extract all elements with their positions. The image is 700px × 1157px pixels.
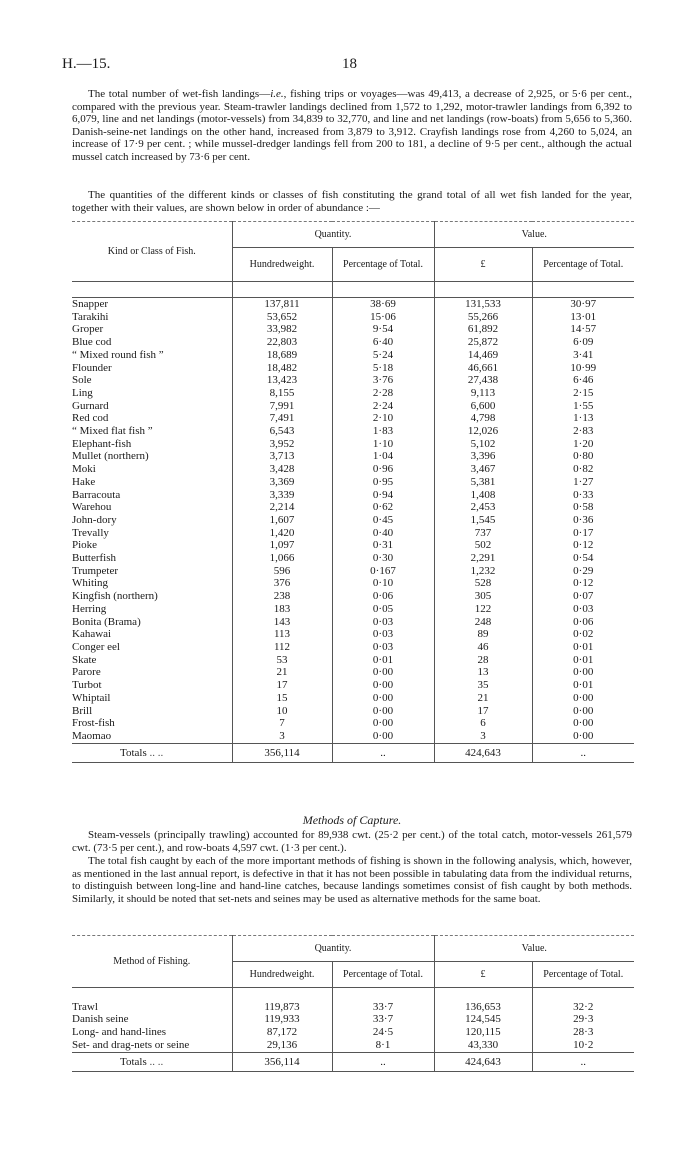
row-name: Gurnard	[72, 399, 109, 412]
row-name: Red cod	[72, 412, 109, 425]
species-row	[72, 336, 634, 349]
row-cwt: 238	[232, 590, 332, 603]
row-value: 5,381	[434, 476, 532, 489]
document-code: H.—15.	[62, 56, 111, 72]
row-pct: 0·03	[332, 616, 434, 629]
row-vpct: 1·20	[532, 438, 634, 451]
row-pct: 0·00	[332, 705, 434, 718]
row-value: 21	[434, 692, 532, 705]
row-vpct: 28·3	[532, 1026, 634, 1039]
species-row	[72, 374, 634, 387]
col-quantity: Quantity.	[232, 222, 434, 248]
col-vpct: Percentage of Total.	[532, 962, 634, 988]
species-row	[72, 730, 634, 743]
row-name: Brill	[72, 704, 93, 717]
row-vpct: 0·36	[532, 514, 634, 527]
species-row	[72, 412, 634, 425]
species-row	[72, 438, 634, 451]
row-cwt: 7	[232, 717, 332, 730]
row-pct: 0·94	[332, 489, 434, 502]
row-name: Trawl	[72, 1000, 98, 1013]
row-vpct: 0·00	[532, 705, 634, 718]
row-vpct: 0·12	[532, 539, 634, 552]
row-cwt: 7,991	[232, 400, 332, 413]
row-pct: 0·01	[332, 654, 434, 667]
row-cwt: 3,428	[232, 463, 332, 476]
row-vpct: 10·2	[532, 1039, 634, 1052]
row-pct: 0·00	[332, 730, 434, 743]
row-cwt: 2,214	[232, 501, 332, 514]
row-name: Trumpeter	[72, 564, 119, 577]
row-value: 43,330	[434, 1039, 532, 1052]
row-cwt: 10	[232, 705, 332, 718]
row-name: John-dory	[72, 513, 117, 526]
row-value: 61,892	[434, 323, 532, 336]
row-cwt: 119,933	[232, 1013, 332, 1026]
row-name: Ling	[72, 386, 93, 399]
species-row	[72, 463, 634, 476]
row-value: 35	[434, 679, 532, 692]
row-value: 3	[434, 730, 532, 743]
totals-pct: ..	[332, 1052, 434, 1071]
row-name: Barracouta	[72, 488, 121, 501]
row-vpct: 0·07	[532, 590, 634, 603]
species-table	[72, 221, 634, 763]
species-row	[72, 603, 634, 616]
row-value: 46,661	[434, 362, 532, 375]
row-value: 528	[434, 577, 532, 590]
method-totals-row	[72, 1052, 634, 1071]
row-vpct: 0·29	[532, 565, 634, 578]
row-vpct: 0·82	[532, 463, 634, 476]
page-number: 18	[342, 56, 357, 72]
col-vpct: Percentage of Total.	[532, 248, 634, 282]
species-row	[72, 514, 634, 527]
row-cwt: 87,172	[232, 1026, 332, 1039]
row-name: Frost-fish	[72, 717, 115, 730]
intro-paragraph-2: The quantities of the different kinds or classes of fish constituting the grand total of all wet fish landed for the year, together with their values, are shown below in order of abundance :—	[72, 189, 632, 214]
row-vpct: 0·01	[532, 654, 634, 667]
species-row	[72, 323, 634, 336]
row-name: Moki	[72, 463, 96, 476]
col-pound: £	[434, 248, 532, 282]
row-vpct: 6·09	[532, 336, 634, 349]
row-pct: 0·03	[332, 641, 434, 654]
row-vpct: 14·57	[532, 323, 634, 336]
species-row	[72, 679, 634, 692]
row-name: Bonita (Brama)	[72, 615, 141, 628]
row-value: 14,469	[434, 349, 532, 362]
species-row	[72, 616, 634, 629]
species-row	[72, 387, 634, 400]
row-value: 1,232	[434, 565, 532, 578]
row-name: Turbot	[72, 679, 102, 692]
row-pct: 33·7	[332, 1001, 434, 1014]
col-pct: Percentage of Total.	[332, 248, 434, 282]
row-pct: 15·06	[332, 311, 434, 324]
row-pct: 0·00	[332, 717, 434, 730]
row-value: 1,545	[434, 514, 532, 527]
row-name: Snapper	[72, 298, 109, 310]
row-cwt: 15	[232, 692, 332, 705]
row-cwt: 18,689	[232, 349, 332, 362]
row-name: Whiptail	[72, 691, 111, 704]
row-vpct: 0·80	[532, 450, 634, 463]
row-cwt: 21	[232, 666, 332, 679]
row-value: 131,533	[434, 298, 532, 311]
col-quantity: Quantity.	[232, 936, 434, 962]
row-name: Skate	[72, 653, 97, 666]
row-name: Conger eel	[72, 640, 120, 653]
method-row	[72, 1039, 634, 1052]
row-pct: 0·45	[332, 514, 434, 527]
species-row	[72, 400, 634, 413]
species-row	[72, 527, 634, 540]
row-pct: 0·62	[332, 501, 434, 514]
row-name: Butterfish	[72, 552, 116, 565]
row-cwt: 143	[232, 616, 332, 629]
row-cwt: 113	[232, 628, 332, 641]
row-pct: 1·10	[332, 438, 434, 451]
row-vpct: 2·83	[532, 425, 634, 438]
row-cwt: 183	[232, 603, 332, 616]
method-row	[72, 1026, 634, 1039]
row-cwt: 1,607	[232, 514, 332, 527]
row-vpct: 0·03	[532, 603, 634, 616]
col-kind: Kind or Class of Fish.	[72, 222, 232, 282]
methods-paragraph-2: The total fish caught by each of the more important methods of fishing is shown in the following analysis, which, however, as mentioned in the last annual report, is defective in that it has not been possible in tabulating data from the individual returns, to distinguish between long-line and hand-line catches, because landings sometimes consist of fish caught by both methods. Similarly, it should be noted that set-nets and seines may be used as alternative methods for the same boat.	[72, 855, 632, 905]
row-value: 28	[434, 654, 532, 667]
row-value: 13	[434, 666, 532, 679]
row-value: 124,545	[434, 1013, 532, 1026]
row-value: 25,872	[434, 336, 532, 349]
row-cwt: 137,811	[232, 298, 332, 311]
species-row	[72, 692, 634, 705]
row-pct: 38·69	[332, 298, 434, 311]
row-value: 5,102	[434, 438, 532, 451]
row-name: Kahawai	[72, 628, 112, 641]
row-pct: 0·05	[332, 603, 434, 616]
species-row	[72, 666, 634, 679]
species-row	[72, 641, 634, 654]
row-vpct: 29·3	[532, 1013, 634, 1026]
totals-value: 424,643	[434, 743, 532, 762]
species-row	[72, 476, 634, 489]
totals-cwt: 356,114	[232, 743, 332, 762]
row-cwt: 3,952	[232, 438, 332, 451]
species-row	[72, 489, 634, 502]
row-pct: 0·00	[332, 666, 434, 679]
row-cwt: 53	[232, 654, 332, 667]
row-value: 120,115	[434, 1026, 532, 1039]
row-value: 136,653	[434, 1001, 532, 1014]
row-vpct: 0·00	[532, 692, 634, 705]
row-vpct: 0·06	[532, 616, 634, 629]
row-cwt: 3,369	[232, 476, 332, 489]
species-row	[72, 311, 634, 324]
row-value: 3,467	[434, 463, 532, 476]
row-pct: 5·24	[332, 349, 434, 362]
species-row	[72, 590, 634, 603]
row-pct: 5·18	[332, 362, 434, 375]
row-name: Elephant-fish	[72, 437, 132, 450]
totals-vpct: ..	[532, 1052, 634, 1071]
row-pct: 0·30	[332, 552, 434, 565]
species-row	[72, 539, 634, 552]
row-value: 6,600	[434, 400, 532, 413]
row-vpct: 0·17	[532, 527, 634, 540]
row-cwt: 119,873	[232, 1001, 332, 1014]
method-table	[72, 935, 634, 1072]
species-row	[72, 450, 634, 463]
row-pct: 24·5	[332, 1026, 434, 1039]
row-name: Blue cod	[72, 336, 112, 349]
methods-heading: Methods of Capture.	[302, 813, 402, 827]
intro-paragraph-1: The total number of wet-fish landings—i.e., fishing trips or voyages—was 49,413, a decrease of 2,925, or 5·6 per cent., compared with the previous year. Steam-trawler landings declined from 1,572 to 1,292, motor-trawler landings from 6,392 to 6,079, line and net landings (motor-vessels) from 34,839 to 32,770, and line and net landings (row-boats) from 5,656 to 5,360. Danish-seine-net landings on the other hand, increased from 3,879 to 3,912. Crayfish landings rose from 4,260 to 5,024, an increase of 17·9 per cent. ; while mussel-dredger landings fell from 200 to 181, a decline of 9·5 per cent., although the actual mussel catch increased by 73·6 per cent.	[72, 88, 632, 163]
row-vpct: 0·58	[532, 501, 634, 514]
row-pct: 2·28	[332, 387, 434, 400]
col-cwt: Hundredweight.	[232, 248, 332, 282]
row-cwt: 1,066	[232, 552, 332, 565]
col-pound: £	[434, 962, 532, 988]
row-value: 46	[434, 641, 532, 654]
species-row	[72, 654, 634, 667]
row-cwt: 53,652	[232, 311, 332, 324]
row-cwt: 13,423	[232, 374, 332, 387]
totals-value: 424,643	[434, 1052, 532, 1071]
row-pct: 1·04	[332, 450, 434, 463]
row-name: Herring	[72, 602, 107, 615]
row-value: 2,291	[434, 552, 532, 565]
method-row	[72, 1001, 634, 1014]
page-header	[62, 56, 640, 76]
row-value: 6	[434, 717, 532, 730]
row-vpct: 32·2	[532, 1001, 634, 1014]
row-value: 3,396	[434, 450, 532, 463]
row-pct: 33·7	[332, 1013, 434, 1026]
col-method: Method of Fishing.	[72, 936, 232, 988]
col-pct: Percentage of Total.	[332, 962, 434, 988]
row-vpct: 0·54	[532, 552, 634, 565]
row-vpct: 1·13	[532, 412, 634, 425]
row-name: Set- and drag-nets or seine	[72, 1038, 190, 1051]
row-pct: 0·31	[332, 539, 434, 552]
row-vpct: 0·33	[532, 489, 634, 502]
row-cwt: 7,491	[232, 412, 332, 425]
row-vpct: 2·15	[532, 387, 634, 400]
row-cwt: 1,420	[232, 527, 332, 540]
row-name: Mullet (northern)	[72, 450, 149, 463]
row-value: 1,408	[434, 489, 532, 502]
row-vpct: 30·97	[532, 298, 634, 311]
totals-cwt: 356,114	[232, 1052, 332, 1071]
row-vpct: 1·27	[532, 476, 634, 489]
row-cwt: 376	[232, 577, 332, 590]
row-name: Long- and hand-lines	[72, 1026, 167, 1039]
row-vpct: 0·00	[532, 666, 634, 679]
row-name: Hake	[72, 475, 96, 488]
totals-label: Totals .. ..	[72, 743, 232, 762]
row-cwt: 8,155	[232, 387, 332, 400]
row-value: 12,026	[434, 425, 532, 438]
row-name: “ Mixed round fish ”	[72, 348, 164, 361]
row-name: Groper	[72, 323, 104, 336]
species-row	[72, 717, 634, 730]
totals-label: Totals .. ..	[72, 1052, 232, 1071]
row-name: Warehou	[72, 501, 112, 514]
row-value: 27,438	[434, 374, 532, 387]
row-cwt: 18,482	[232, 362, 332, 375]
row-pct: 0·00	[332, 692, 434, 705]
row-vpct: 0·01	[532, 641, 634, 654]
row-vpct: 0·02	[532, 628, 634, 641]
row-value: 122	[434, 603, 532, 616]
row-value: 55,266	[434, 311, 532, 324]
row-name: Trevally	[72, 526, 109, 539]
row-name: Kingfish (northern)	[72, 590, 158, 603]
row-value: 9,113	[434, 387, 532, 400]
row-pct: 8·1	[332, 1039, 434, 1052]
row-vpct: 10·99	[532, 362, 634, 375]
row-value: 248	[434, 616, 532, 629]
row-pct: 6·40	[332, 336, 434, 349]
row-vpct: 0·00	[532, 717, 634, 730]
row-pct: 0·96	[332, 463, 434, 476]
row-pct: 0·95	[332, 476, 434, 489]
row-cwt: 33,982	[232, 323, 332, 336]
row-cwt: 3,339	[232, 489, 332, 502]
species-row	[72, 628, 634, 641]
row-pct: 0·10	[332, 577, 434, 590]
row-cwt: 6,543	[232, 425, 332, 438]
row-vpct: 0·00	[532, 730, 634, 743]
row-pct: 2·10	[332, 412, 434, 425]
row-pct: 0·167	[332, 565, 434, 578]
species-row	[72, 349, 634, 362]
row-name: Maomao	[72, 729, 112, 742]
row-name: Flounder	[72, 361, 112, 374]
row-vpct: 1·55	[532, 400, 634, 413]
row-value: 737	[434, 527, 532, 540]
species-row	[72, 552, 634, 565]
row-value: 305	[434, 590, 532, 603]
totals-vpct: ..	[532, 743, 634, 762]
row-cwt: 3	[232, 730, 332, 743]
row-name: Pioke	[72, 539, 98, 552]
row-name: Whiting	[72, 577, 109, 590]
col-value: Value.	[434, 222, 634, 248]
row-vpct: 3·41	[532, 349, 634, 362]
row-cwt: 112	[232, 641, 332, 654]
totals-pct: ..	[332, 743, 434, 762]
row-value: 2,453	[434, 501, 532, 514]
row-cwt: 1,097	[232, 539, 332, 552]
row-pct: 1·83	[332, 425, 434, 438]
species-row	[72, 565, 634, 578]
row-name: “ Mixed flat fish ”	[72, 425, 153, 438]
row-vpct: 0·01	[532, 679, 634, 692]
row-pct: 3·76	[332, 374, 434, 387]
row-pct: 0·03	[332, 628, 434, 641]
row-value: 17	[434, 705, 532, 718]
row-cwt: 596	[232, 565, 332, 578]
row-vpct: 0·12	[532, 577, 634, 590]
species-row	[72, 501, 634, 514]
row-value: 4,798	[434, 412, 532, 425]
species-row	[72, 705, 634, 718]
method-row	[72, 1013, 634, 1026]
methods-paragraph-1: Steam-vessels (principally trawling) accounted for 89,938 cwt. (25·2 per cent.) of the total catch, motor-vessels 261,579 cwt. (73·5 per cent.), and row-boats 4,597 cwt. (1·3 per cent.).	[72, 829, 632, 854]
col-value: Value.	[434, 936, 634, 962]
row-value: 89	[434, 628, 532, 641]
row-value: 502	[434, 539, 532, 552]
row-pct: 0·06	[332, 590, 434, 603]
row-cwt: 29,136	[232, 1039, 332, 1052]
species-totals-row	[72, 743, 634, 762]
row-name: Parore	[72, 666, 101, 679]
row-pct: 9·54	[332, 323, 434, 336]
row-name: Tarakihi	[72, 310, 109, 323]
row-cwt: 17	[232, 679, 332, 692]
row-pct: 2·24	[332, 400, 434, 413]
species-row	[72, 425, 634, 438]
row-pct: 0·40	[332, 527, 434, 540]
col-cwt: Hundredweight.	[232, 962, 332, 988]
species-row	[72, 298, 634, 311]
species-row	[72, 577, 634, 590]
row-cwt: 3,713	[232, 450, 332, 463]
row-cwt: 22,803	[232, 336, 332, 349]
row-vpct: 6·46	[532, 374, 634, 387]
row-name: Sole	[72, 374, 92, 387]
species-row	[72, 362, 634, 375]
row-vpct: 13·01	[532, 311, 634, 324]
row-name: Danish seine	[72, 1013, 129, 1026]
row-pct: 0·00	[332, 679, 434, 692]
